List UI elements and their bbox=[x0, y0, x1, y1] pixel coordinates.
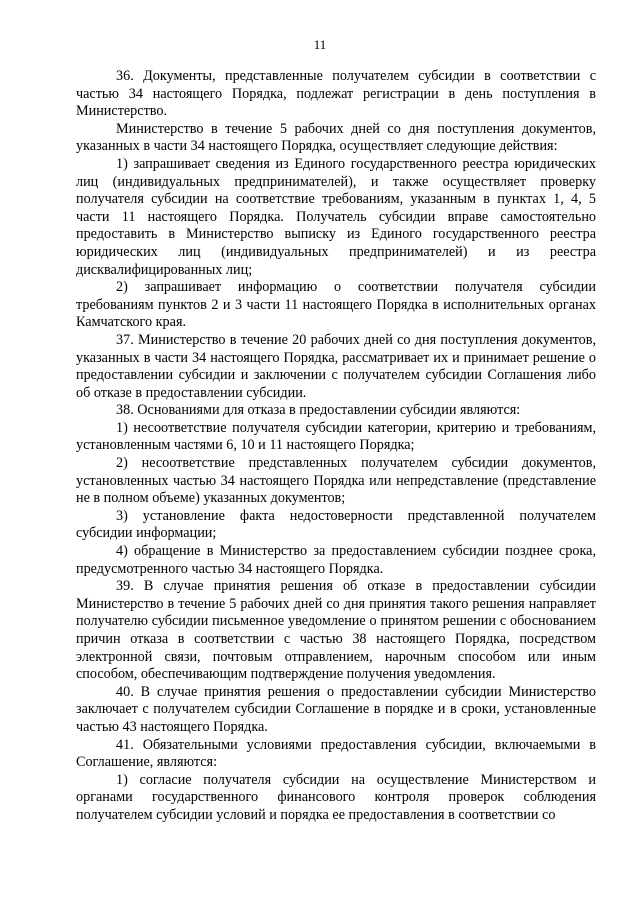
paragraph-37: 37. Министерство в течение 20 рабочих дней со дня поступления документов, указанных в части 34 настоящего Порядка, рассматривает их и принимает решение о предоставлении субсидии и заключении с получателем субсидии Соглашения либо об отказе в предоставлении субсидии. bbox=[76, 331, 596, 401]
paragraph-36-item-1: 1) запрашивает сведения из Единого государственного реестра юридических лиц (индивидуальных предпринимателей), и также осуществляет проверку получателя субсидии на соответствие требованиям, указанным в пунктах 1, 4, 5 части 11 настоящего Порядка. Получатель субсидии вправе самостоятельно предоставить в Министерство выписку из Единого государственного реестра юридических лиц (индивидуальных предпринимателей) и из реестра дисквалифицированных лиц; bbox=[76, 155, 596, 278]
paragraph-38: 38. Основаниями для отказа в предоставлении субсидии являются: bbox=[116, 402, 521, 419]
paragraph-36-actions-intro: Министерство в течение 5 рабочих дней со дня поступления документов, указанных в части 34 настоящего Порядка, осуществляет следующие действия: bbox=[76, 120, 596, 155]
paragraph-36-item-2: 2) запрашивает информацию о соответствии получателя субсидии требованиям пунктов 2 и 3 части 11 настоящего Порядка в исполнительных органах Камчатского края. bbox=[76, 279, 596, 331]
page-number: 11 bbox=[313, 37, 327, 52]
paragraph-41: 41. Обязательными условиями предоставления субсидии, включаемыми в Соглашение, являются: bbox=[76, 736, 596, 771]
paragraph-39: 39. В случае принятия решения об отказе в предоставлении субсидии Министерство в течение 5 рабочих дней со дня принятия такого решения направляет получателю субсидии письменное уведомление о принятом решении с обоснованием причин отказа в соответствии с частью 38 настоящего Порядка, посредством электронной связи, почтовым отправлением, нарочным способом или иным способом, обеспечивающим подтверждение получения уведомления. bbox=[76, 578, 596, 683]
paragraph-38-item-1: 1) несоответствие получателя субсидии категории, критерию и требованиям, установленным частями 6, 10 и 11 настоящего Порядка; bbox=[76, 419, 596, 454]
paragraph-38-item-2: 2) несоответствие представленных получателем субсидии документов, установленных частью 34 настоящего Порядка или непредставление (представление не в полном объеме) указанных документов; bbox=[76, 455, 596, 507]
paragraph-41-item-1: 1) согласие получателя субсидии на осуществление Министерством и органами государственного финансового контроля проверок соблюдения получателем субсидии условий и порядка ее предоставления в соответствии со bbox=[76, 771, 596, 823]
paragraph-38-item-3: 3) установление факта недостоверности представленной получателем субсидии информации; bbox=[76, 507, 596, 542]
paragraph-36: 36. Документы, представленные получателем субсидии в соответствии с частью 34 настоящего Порядка, подлежат регистрации в день поступления в Министерство. bbox=[76, 68, 596, 120]
paragraph-40: 40. В случае принятия решения о предоставлении субсидии Министерство заключает с получателем субсидии Соглашение в порядке и в сроки, установленные частью 43 настоящего Порядка. bbox=[76, 683, 596, 735]
document-body bbox=[76, 68, 596, 825]
paragraph-38-item-4: 4) обращение в Министерство за предоставлением субсидии позднее срока, предусмотренного частью 34 настоящего Порядка. bbox=[76, 543, 596, 577]
